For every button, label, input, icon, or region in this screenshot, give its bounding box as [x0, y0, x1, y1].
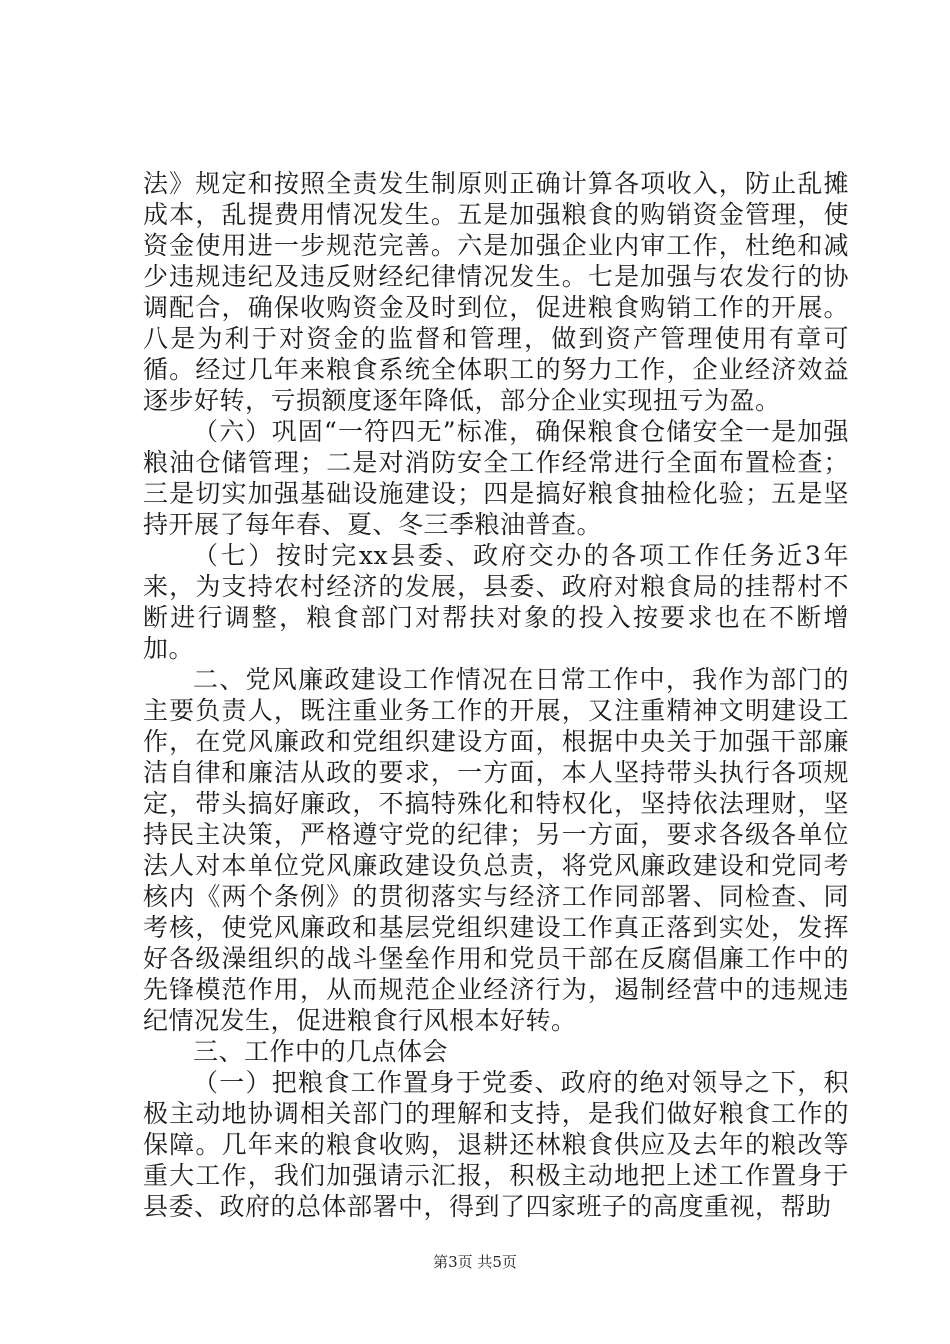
paragraph-party-leadership: （一）把粮食工作置身于党委、政府的绝对领导之下，积极主动地协调相关部门的理解和支持，是我们做好粮食工作的保障。几年来的粮食收购，退耕还林粮食供应及去年的粮改等重大工作，我们加强请示汇报，积极主动地把上述工作置身于县委、政府的总体部署中，得到了四家班子的高度重视，帮助	[143, 1068, 849, 1221]
paragraph-revenue-management: 法》规定和按照全责发生制原则正确计算各项收入，防止乱摊成本，乱提费用情况发生。五是加强粮食的购销资金管理，使资金使用进一步规范完善。六是加强企业内审工作，杜绝和减少违规违纪及违反财经纪律情况发生。七是加强与农发行的协调配合，确保收购资金及时到位，促进粮食购销工作的开展。八是为利于对资金的监督和管理，做到资产管理使用有章可循。经过几年来粮食系统全体职工的努力工作，企业经济效益逐步好转，亏损额度逐年降低，部分企业实现扭亏为盈。	[143, 169, 849, 415]
paragraph-grain-storage-safety: （六）巩固“一符四无”标准，确保粮食仓储安全一是加强粮油仓储管理；二是对消防安全工作经常进行全面布置检查；三是切实加强基础设施建设；四是搞好粮食抽检化验；五是坚持开展了每年春、夏、冬三季粮油普查。	[143, 417, 849, 539]
paragraph-county-tasks: （七）按时完xx县委、政府交办的各项工作任务近3年来，为支持农村经济的发展，县委、政府对粮食局的挂帮村不断进行调整，粮食部门对帮扶对象的投入按要求也在不断增加。	[143, 541, 849, 663]
paragraph-party-integrity: 二、党风廉政建设工作情况在日常工作中，我作为部门的主要负责人，既注重业务工作的开展，又注重精神文明建设工作，在党风廉政和党组织建设方面，根据中央关于加强干部廉洁自律和廉洁从政的要求，一方面，本人坚持带头执行各项规定，带头搞好廉政，不搞特殊化和特权化，坚持依法理财，坚持民主决策，严格遵守党的纪律；另一方面，要求各级各单位法人对本单位党风廉政建设负总责，将党风廉政建设和党同考核内《两个条例》的贯彻落实与经济工作同部署、同检查、同考核，使党风廉政和基层党组织建设工作真正落到实处，发挥好各级澡组织的战斗堡垒作用和党员干部在反腐倡廉工作中的先锋模范作用，从而规范企业经济行为，遏制经营中的违规违纪情况发生，促进粮食行风根本好转。	[143, 665, 849, 1035]
section-heading-experiences: 三、工作中的几点体会	[193, 1037, 449, 1066]
page-footer: 第3页 共5页	[433, 1253, 517, 1271]
document-body	[143, 168, 849, 1222]
